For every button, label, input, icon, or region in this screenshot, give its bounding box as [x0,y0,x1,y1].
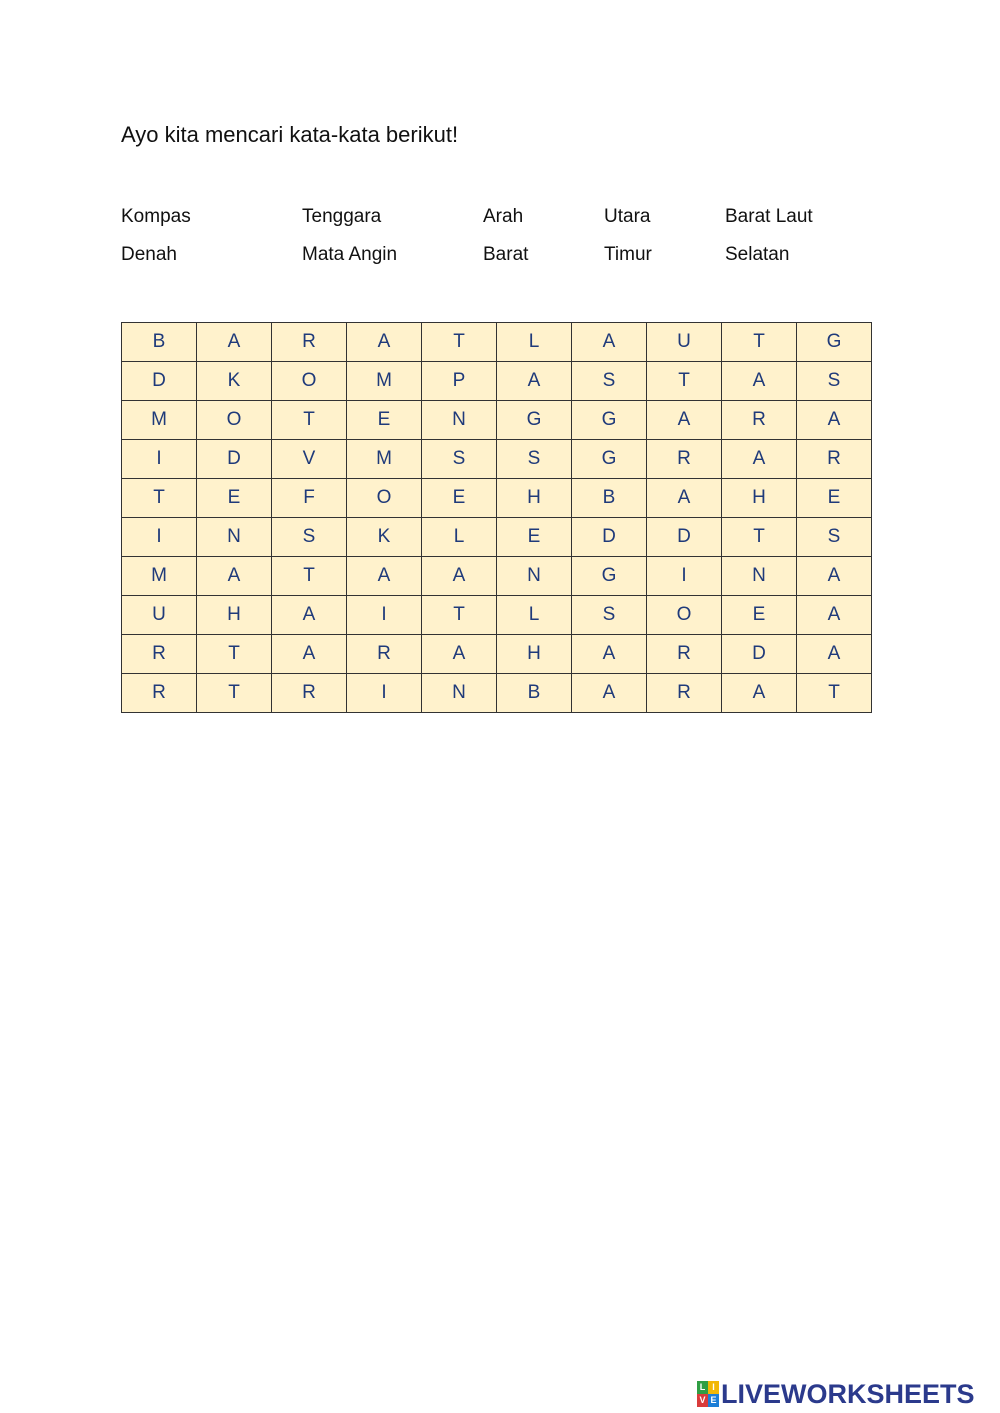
grid-cell[interactable]: D [647,518,722,557]
grid-cell[interactable]: E [197,479,272,518]
grid-cell[interactable]: H [722,479,797,518]
grid-cell[interactable]: D [572,518,647,557]
grid-cell[interactable]: I [347,596,422,635]
grid-cell[interactable]: R [722,401,797,440]
grid-cell[interactable]: R [122,635,197,674]
grid-cell[interactable]: S [272,518,347,557]
grid-cell[interactable]: O [272,362,347,401]
grid-cell[interactable]: F [272,479,347,518]
grid-cell[interactable]: A [647,479,722,518]
grid-cell[interactable]: B [497,674,572,713]
grid-cell[interactable]: S [572,362,647,401]
grid-cell[interactable]: N [422,674,497,713]
grid-cell[interactable]: N [722,557,797,596]
grid-cell[interactable]: O [347,479,422,518]
grid-cell[interactable]: I [122,518,197,557]
grid-cell[interactable]: R [797,440,872,479]
grid-cell[interactable]: A [722,362,797,401]
grid-cell[interactable]: A [572,674,647,713]
grid-row [122,479,872,518]
grid-cell[interactable]: H [497,635,572,674]
grid-cell[interactable]: K [347,518,422,557]
grid-cell[interactable]: R [647,674,722,713]
grid-cell[interactable]: T [272,401,347,440]
grid-row [122,323,872,362]
word-item: Mata Angin [302,244,398,265]
page-title: Ayo kita mencari kata-kata berikut! [121,122,459,147]
grid-cell[interactable]: K [197,362,272,401]
logo-mark-letter: E [708,1394,719,1407]
grid-cell[interactable]: A [347,323,422,362]
grid-cell[interactable]: R [272,323,347,362]
grid-cell[interactable]: A [422,557,497,596]
word-item: Barat Laut [725,206,813,227]
grid-cell[interactable]: E [722,596,797,635]
grid-cell[interactable]: M [347,440,422,479]
grid-cell[interactable]: H [197,596,272,635]
grid-cell[interactable]: S [422,440,497,479]
grid-cell[interactable]: A [647,401,722,440]
grid-cell[interactable]: R [347,635,422,674]
grid-cell[interactable]: U [122,596,197,635]
grid-cell[interactable]: A [572,635,647,674]
grid-cell[interactable]: N [197,518,272,557]
liveworksheets-logo [697,1378,975,1410]
grid-cell[interactable]: T [197,674,272,713]
grid-cell[interactable]: V [272,440,347,479]
grid-cell[interactable]: N [497,557,572,596]
word-search-grid [121,322,872,713]
grid-cell[interactable]: D [722,635,797,674]
grid-row [122,401,872,440]
word-list [121,205,881,285]
grid-cell[interactable]: R [272,674,347,713]
grid-cell[interactable]: A [572,323,647,362]
grid-row [122,440,872,479]
grid-cell[interactable]: T [272,557,347,596]
word-item: Denah [121,244,177,265]
grid-cell[interactable]: L [422,518,497,557]
grid-row [122,674,872,713]
grid-cell[interactable]: I [122,440,197,479]
grid-cell[interactable]: A [422,635,497,674]
grid-cell[interactable]: E [347,401,422,440]
grid-cell[interactable]: S [572,596,647,635]
grid-cell[interactable]: U [647,323,722,362]
logo-mark-letter: I [708,1381,719,1394]
grid-cell[interactable]: T [422,596,497,635]
grid-cell[interactable]: G [572,557,647,596]
word-item: Selatan [725,244,790,265]
grid-cell[interactable]: B [122,323,197,362]
grid-cell[interactable]: T [647,362,722,401]
grid-cell[interactable]: O [197,401,272,440]
grid-cell[interactable]: H [497,479,572,518]
grid-cell[interactable]: A [797,596,872,635]
word-item: Barat [483,244,529,265]
grid-cell[interactable]: T [797,674,872,713]
grid-cell[interactable]: A [722,674,797,713]
grid-cell[interactable]: I [347,674,422,713]
grid-cell[interactable]: L [497,323,572,362]
logo-mark-letter: V [697,1394,708,1407]
word-item: Kompas [121,206,191,227]
grid-cell[interactable]: G [797,323,872,362]
grid-cell[interactable]: T [722,518,797,557]
grid-cell[interactable]: A [722,440,797,479]
grid-row [122,362,872,401]
grid-cell[interactable]: A [797,635,872,674]
grid-cell[interactable]: A [797,401,872,440]
grid-cell[interactable]: E [422,479,497,518]
grid-cell[interactable]: T [422,323,497,362]
grid-cell[interactable]: L [497,596,572,635]
logo-mark-letter: L [697,1381,708,1394]
grid-cell[interactable]: D [197,440,272,479]
grid-cell[interactable]: E [497,518,572,557]
grid-cell[interactable]: T [122,479,197,518]
grid-cell[interactable]: M [122,557,197,596]
brand-name: LIVEWORKSHEETS [721,1378,975,1409]
grid-cell[interactable]: G [572,401,647,440]
word-item: Utara [604,206,651,227]
grid-cell[interactable]: B [572,479,647,518]
grid-cell[interactable]: P [422,362,497,401]
grid-cell[interactable]: O [647,596,722,635]
grid-cell[interactable]: S [497,440,572,479]
grid-cell[interactable]: R [647,440,722,479]
grid-cell[interactable]: G [497,401,572,440]
grid-cell[interactable]: A [797,557,872,596]
grid-cell[interactable]: S [797,362,872,401]
grid-cell[interactable]: E [797,479,872,518]
grid-cell[interactable]: T [722,323,797,362]
grid-cell[interactable]: A [272,596,347,635]
grid-row [122,518,872,557]
grid-cell[interactable]: G [572,440,647,479]
grid-cell[interactable]: N [422,401,497,440]
word-item: Timur [604,244,652,265]
grid-cell[interactable]: M [122,401,197,440]
grid-cell[interactable]: A [272,635,347,674]
grid-row [122,596,872,635]
grid-cell[interactable]: A [347,557,422,596]
word-item: Tenggara [302,206,382,227]
word-item: Arah [483,206,524,227]
grid-cell[interactable]: A [197,557,272,596]
grid-cell[interactable]: D [122,362,197,401]
grid-cell[interactable]: R [122,674,197,713]
grid-cell[interactable]: I [647,557,722,596]
grid-cell[interactable]: T [197,635,272,674]
grid-cell[interactable]: A [497,362,572,401]
grid-cell[interactable]: S [797,518,872,557]
grid-row [122,635,872,674]
grid-cell[interactable]: A [197,323,272,362]
logo-mark-icon [697,1381,719,1407]
grid-row [122,557,872,596]
grid-cell[interactable]: M [347,362,422,401]
grid-cell[interactable]: R [647,635,722,674]
